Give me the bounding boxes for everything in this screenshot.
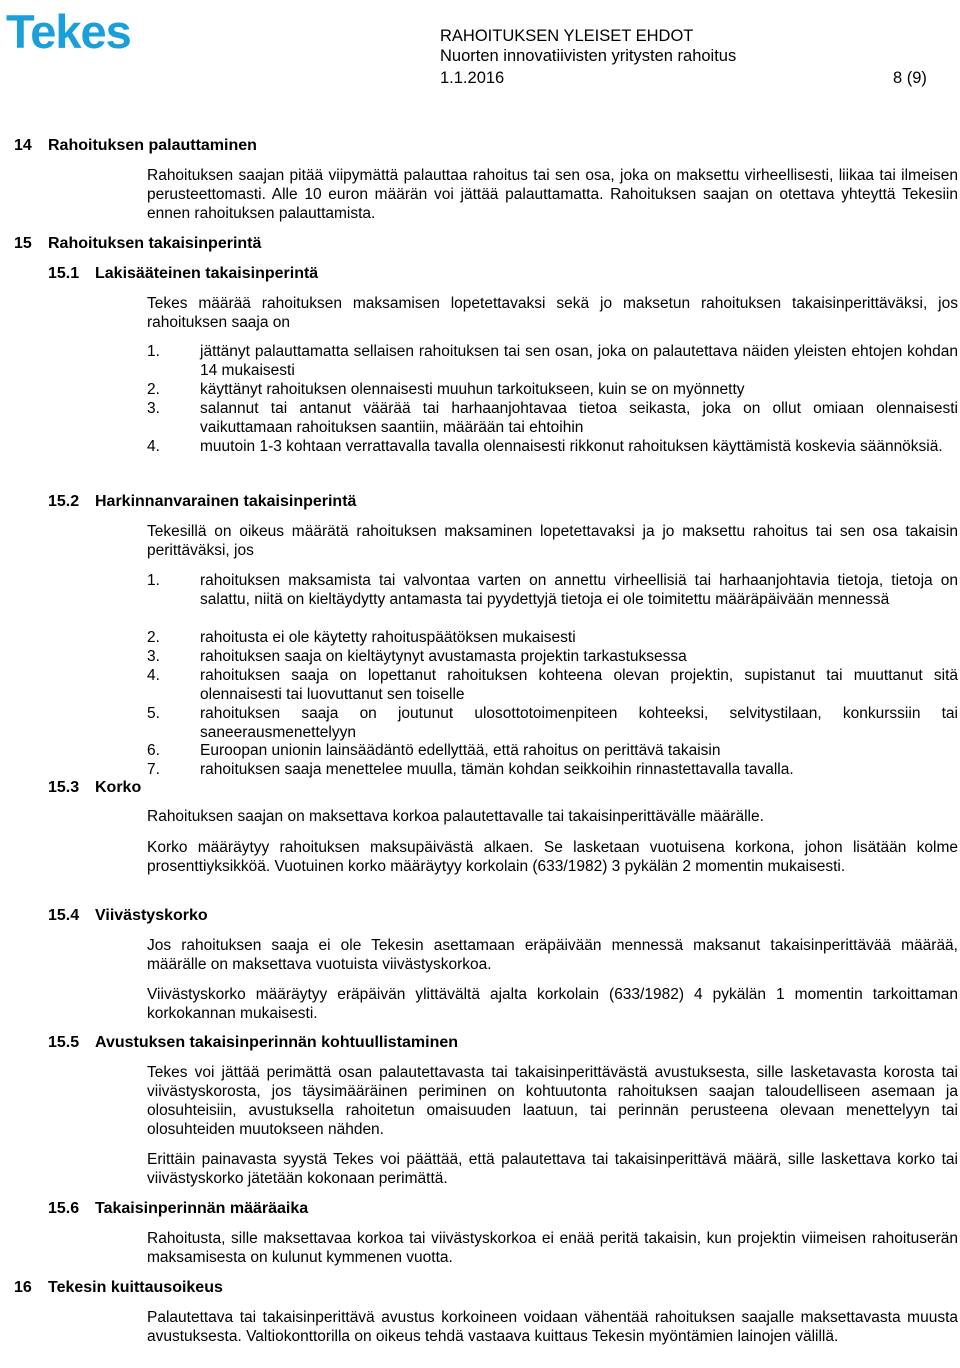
section-15-4-paragraph-2: Viivästyskorko määräytyy eräpäivän ylittävältä ajalta korkolain (633/1982) 4 pykälän 1 momentin tarkoittaman korkokannan mukaisesti.	[147, 986, 958, 1022]
section-title: Takaisinperinnän määräaika	[95, 1200, 309, 1217]
list-item: 2. rahoitusta ei ole käytetty rahoituspäätöksen mukaisesti	[147, 629, 576, 646]
section-15-5-paragraph-1: Tekes voi jättää perimättä osan palautettavasta tai takaisinperittävästä avustuksesta, sille lasketavasta korosta tai viivästyskorosta, jos täysimääräinen periminen on kohtuutonta rahoituksen saajan taloudelliseen asemaan ja olosuhteisiin, avustuksella rahoitetun omaisuuden laatuun, tai perinnän perusteena olevaan menettelyyn tai olosuhteiden muutokseen nähden.	[147, 1064, 958, 1138]
section-title: Korko	[95, 779, 142, 796]
section-title: Rahoituksen palauttaminen	[48, 137, 257, 154]
section-title: Harkinnanvarainen takaisinperintä	[95, 493, 357, 510]
section-title: Rahoituksen takaisinperintä	[48, 235, 262, 252]
section-15-1-intro: Tekes määrää rahoituksen maksamisen lopetettavaksi sekä jo maksetun rahoituksen takaisinperittäväksi, jos rahoituksen saaja on	[147, 295, 958, 331]
list-item: 3. rahoituksen saaja on kieltäytynyt avustamasta projektin tarkastuksessa	[147, 648, 687, 665]
list-item: 5. rahoituksen saaja on joutunut ulosottotoimenpiteen kohteeksi, selvitystilaan, konkurssiin tai saneerausmenettelyyn	[147, 705, 958, 741]
section-15-5-paragraph-2: Erittäin painavasta syystä Tekes voi päättää, että palautettava tai takaisinperittävä määrä, sille laskettava korko tai viivästyskorko jätetään kokonaan perimättä.	[147, 1151, 958, 1187]
section-number: 15.1	[48, 265, 80, 282]
page-number: 8 (9)	[893, 69, 927, 87]
section-14-paragraph: Rahoituksen saajan pitää viipymättä palauttaa rahoitus tai sen osa, joka on maksettu virheellisesti, liikaa tai ilmeisen perusteettomasti. Alle 10 euron määrän voi jättää palauttamatta. Rahoituksen saajan on otettava yhteyttä Tekesiin ennen rahoituksen palauttamista.	[147, 167, 958, 222]
list-item: 2. käyttänyt rahoituksen olennaisesti muuhun tarkoitukseen, kuin se on myönnetty	[147, 381, 745, 398]
list-item: 4. rahoituksen saaja on lopettanut rahoituksen kohteena olevan projektin, supistanut tai muuttanut sitä olennaisesti tai luovuttanut sen toiselle	[147, 667, 958, 703]
list-item: 7. rahoituksen saaja menettelee muulla, tämän kohdan seikkoihin rinnastettavalla tavalla.	[147, 761, 794, 778]
doc-date: 1.1.2016	[440, 69, 505, 87]
section-title: Viivästyskorko	[95, 907, 208, 924]
section-15-6-heading	[48, 1199, 308, 1219]
list-item: 1. jättänyt palauttamatta sellaisen rahoituksen tai sen osan, joka on palautettava näiden yleisten ehtojen kohdan 14 mukaisesti	[147, 343, 958, 379]
section-number: 16	[14, 1279, 32, 1296]
doc-title: RAHOITUKSEN YLEISET EHDOT	[440, 27, 694, 45]
list-item: 6. Euroopan unionin lainsäädäntö edellyttää, että rahoitus on perittävä takaisin	[147, 742, 721, 759]
doc-subtitle: Nuorten innovatiivisten yritysten rahoitus	[440, 47, 737, 65]
tekes-logo: Tekes	[6, 5, 131, 58]
section-title: Tekesin kuittausoikeus	[48, 1279, 223, 1296]
section-15-2-heading	[48, 492, 356, 512]
list-item: 4. muutoin 1-3 kohtaan verrattavalla tavalla olennaisesti rikkonut rahoituksen käyttämistä koskevia säännöksiä.	[147, 438, 943, 455]
section-title: Avustuksen takaisinperinnän kohtuullistaminen	[95, 1034, 459, 1051]
section-15-6-paragraph: Rahoitusta, sille maksettavaa korkoa tai viivästyskorkoa ei enää peritä takaisin, kun projektin viimeisen rahoituserän maksamisesta on kulunut kymmenen vuotta.	[147, 1230, 958, 1266]
section-14-heading	[14, 136, 257, 156]
section-title: Lakisääteinen takaisinperintä	[95, 265, 319, 282]
section-number: 15.4	[48, 907, 80, 924]
section-15-4-paragraph-1: Jos rahoituksen saaja ei ole Tekesin asettamaan eräpäivään mennessä maksanut takaisinperittävää määrää, määrälle on maksettava vuotuista viivästyskorkoa.	[147, 937, 958, 973]
section-15-3-heading	[48, 778, 141, 798]
list-item: 3. salannut tai antanut väärää tai harhaanjohtavaa tietoa seikasta, joka on ollut omiaan olennaisesti vaikuttamaan rahoituksen saantiin, määrään tai ehtoihin	[147, 400, 958, 436]
section-15-4-heading	[48, 906, 208, 926]
section-16-paragraph: Palautettava tai takaisinperittävä avustus korkoineen voidaan vähentää rahoituksen saajalle maksettavasta muusta avustuksesta. Valtiokonttorilla on oikeus tehdä vastaava kuittaus Tekesin myöntämien lainojen välillä.	[147, 1309, 958, 1345]
section-15-2-intro: Tekesillä on oikeus määrätä rahoituksen maksaminen lopetettavaksi ja jo maksettu rahoitus tai sen osa takaisin perittäväksi, jos	[147, 523, 958, 559]
section-number: 15.5	[48, 1034, 80, 1051]
section-15-1-heading	[48, 264, 318, 284]
section-15-heading	[14, 234, 261, 254]
section-number: 15.6	[48, 1200, 80, 1217]
section-number: 14	[14, 137, 32, 154]
section-number: 15.2	[48, 493, 80, 510]
section-15-5-heading	[48, 1033, 458, 1053]
list-item: 1. rahoituksen maksamista tai valvontaa varten on annettu virheellisiä tai harhaanjohtavia tietoja, tietoja on salattu, niitä on kieltäydytty antamasta tai pyydettyjä tietoja ei ole toimitettu määräpäivään mennessä	[147, 572, 958, 608]
section-number: 15	[14, 235, 32, 252]
section-16-heading	[14, 1278, 223, 1298]
section-15-3-paragraph-1: Rahoituksen saajan on maksettava korkoa palautettavalle tai takaisinperittävälle määrälle.	[147, 808, 764, 825]
section-number: 15.3	[48, 779, 80, 796]
section-15-3-paragraph-2: Korko määräytyy rahoituksen maksupäivästä alkaen. Se lasketaan vuotuisena korkona, johon lisätään kolme prosenttiyksikköä. Vuotuinen korko määräytyy korkolain (633/1982) 3 pykälän 2 momentin mukaisesti.	[147, 839, 958, 875]
